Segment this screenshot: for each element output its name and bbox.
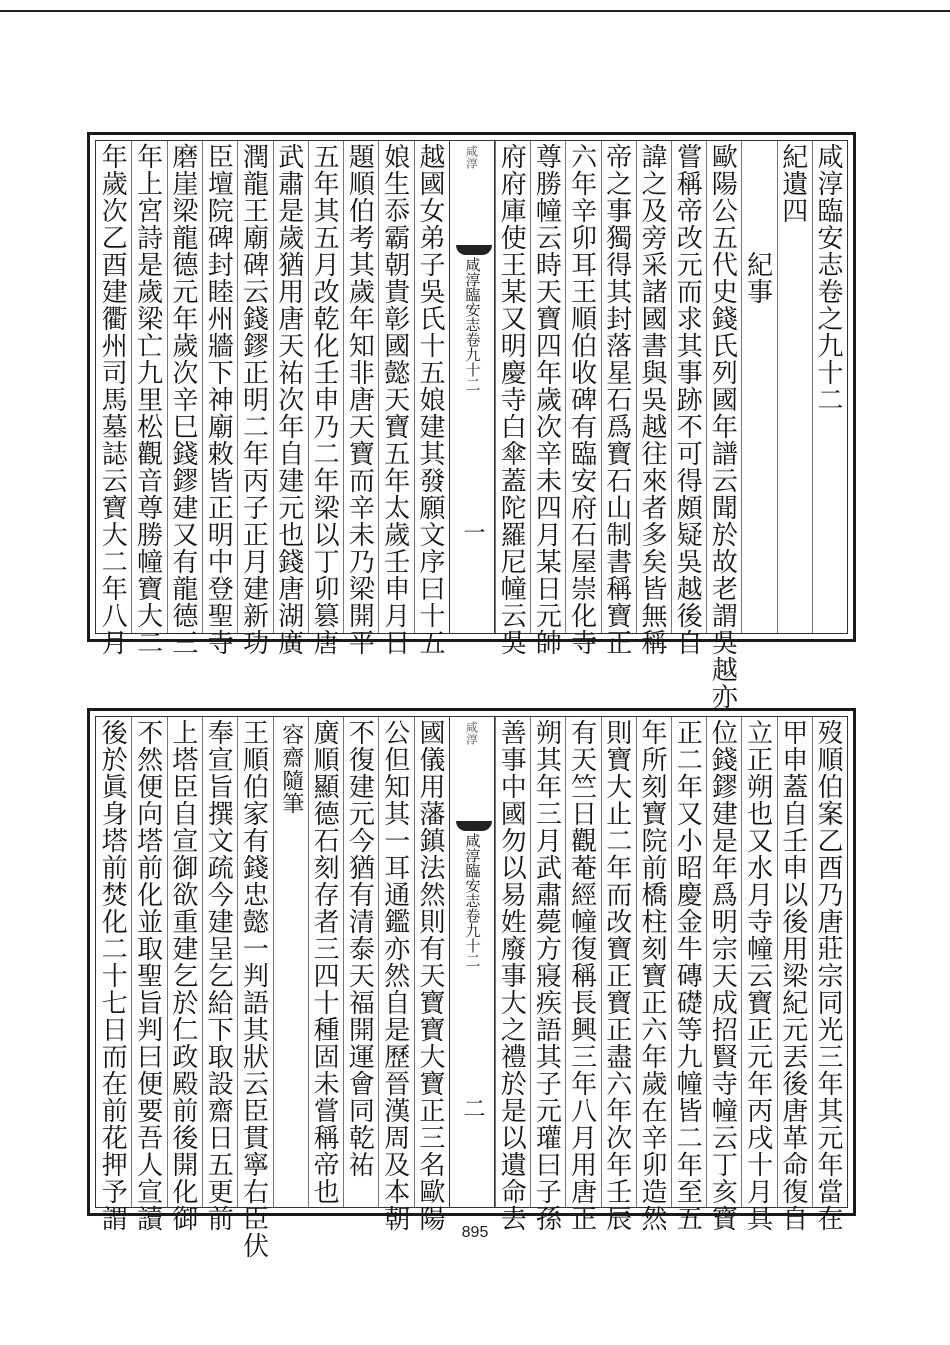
upper-right-column (495, 141, 530, 656)
lower-right-column (671, 717, 706, 1232)
top-rule (0, 10, 950, 12)
upper-right-column (706, 141, 741, 710)
upper-right-column (812, 141, 847, 633)
lower-right-column (565, 717, 600, 1232)
upper-text-column: 磨崖梁龍德元年歲次辛巳錢鏐建又有龍德三 (167, 143, 198, 656)
upper-right-column (777, 141, 812, 633)
upper-text-column: 紀遺四 (777, 143, 808, 224)
lower-right-column (495, 717, 530, 1232)
upper-right-column (741, 141, 776, 633)
lower-text-column: 善事中國勿以易姓廢事大之禮於是以遺命去 (496, 719, 527, 1232)
upper-text-column: 嘗稱帝改元而求其事跡不可得頗疑吳越後自 (672, 143, 703, 656)
upper-fold-column (449, 141, 495, 633)
lower-left-column (378, 717, 413, 1232)
upper-right-column (530, 141, 565, 656)
lower-fold-column (449, 717, 495, 1207)
fold-leaf-number: 一 (460, 521, 485, 543)
lower-text-column: 朔其年三月武肅薨方寢疾語其子元瓘曰子孫 (531, 719, 562, 1232)
fold-mark: 咸淳 (464, 721, 479, 745)
upper-text-column: 紀事 (742, 251, 773, 305)
lower-left-column (202, 717, 237, 1232)
lower-text-column: 國儀用藩鎮法然則有天寶寶大寶正三名歐陽 (414, 719, 445, 1232)
upper-right-column (565, 141, 600, 656)
fold-mark: 咸淳 (464, 145, 479, 169)
fold-heading: 咸淳臨安志卷九十二 (463, 257, 482, 392)
lower-right-column (530, 717, 565, 1232)
lower-text-column: 王順伯家有錢忠懿一判語其狀云臣貫寧右臣伏 (238, 719, 269, 1259)
upper-text-column: 年上宮詩是歲梁亡九里松觀音尊勝幢寶大二 (132, 143, 163, 656)
lower-text-column: 上塔臣自宣御欲重建乞於仁政殿前後開化御 (167, 719, 198, 1232)
upper-right-column (601, 141, 636, 656)
lower-left-column (237, 717, 272, 1259)
fish-tail-mark (456, 245, 492, 255)
lower-text-column: 年所刻寶院前橋柱刻寶正六年歲在辛卯造然 (636, 719, 667, 1232)
upper-left-column (237, 141, 272, 656)
upper-text-column: 六年辛卯耳王順伯收碑有臨安府石屋崇化寺 (566, 143, 597, 656)
lower-left-column (131, 717, 166, 1232)
upper-text-column: 武肅是歲猶用唐天祐次年自建元也錢唐湖廣 (273, 143, 304, 656)
lower-left-column (96, 717, 131, 1232)
upper-text-column: 咸淳臨安志卷之九十二 (812, 143, 843, 413)
lower-text-column: 奉宣旨撰文疏今建呈乞給下取設齋日五更前 (203, 719, 234, 1232)
lower-right-column (706, 717, 741, 1232)
upper-left-column (414, 141, 449, 656)
upper-text-column: 五年其五月改乾化壬申乃二年梁以丁卯篡唐 (309, 143, 340, 656)
upper-text-column: 歐陽公五代史錢氏列國年譜云聞於故老謂吳越亦 (707, 143, 738, 710)
lower-text-column: 不然便向塔前化並取聖旨判曰便要吾人宣讀 (132, 719, 163, 1232)
lower-text-column: 立正朔也又水月寺幢云寶正元年丙戌十月具 (742, 719, 773, 1232)
fold-heading: 咸淳臨安志卷九十二 (463, 833, 482, 968)
upper-text-column: 尊勝幢云時天寶四年歲次辛未四月某日元帥 (531, 143, 562, 656)
upper-right-column (671, 141, 706, 656)
lower-text-column: 甲申蓋自壬申以後用梁紀元丟後唐革命復自 (777, 719, 808, 1232)
lower-text-column: 容齋隨筆 (278, 723, 304, 815)
upper-left-column (343, 141, 378, 656)
fold-leaf-number: 二 (460, 1097, 485, 1119)
lower-text-column: 不復建元今猶有清泰天福開運會同乾祐 (344, 719, 375, 1178)
fish-tail-mark (456, 821, 492, 831)
lower-right-column (636, 717, 671, 1232)
lower-text-column: 公但知其一耳通鑑亦然自是歷晉漢周及本朝 (379, 719, 410, 1232)
lower-right-column (741, 717, 776, 1232)
lower-text-column: 位錢鏐建是年爲明宗天成招賢寺幢云丁亥寶 (707, 719, 738, 1232)
upper-text-column: 諱之及旁采諸國書與吳越往來者多矣皆無稱 (636, 143, 667, 656)
upper-page-frame (95, 140, 848, 710)
upper-text-column: 臣壇院碑封睦州牆下神廟敕皆正明中登聖寺 (203, 143, 234, 656)
lower-left-column (273, 717, 308, 1207)
lower-text-column: 則寶大止二年而改寶正寶正盡六年次年壬辰 (601, 719, 632, 1232)
upper-left-column (202, 141, 237, 656)
lower-text-column: 有天竺日觀菴經幢復稱長興三年八月用唐正 (566, 719, 597, 1232)
lower-text-column: 廣順顯德石刻存者三四十種固未嘗稱帝也 (309, 719, 340, 1205)
lower-text-column: 後於眞身塔前焚化二十七日而在前花押予謂 (97, 719, 128, 1232)
upper-text-column: 娘生忝霸朝貴彰國懿天寶五年太歲壬申月日 (379, 143, 410, 656)
upper-text-column: 府府庫使王某又明慶寺白傘蓋陀羅尼幢云吳 (496, 143, 527, 656)
upper-left-column (167, 141, 202, 656)
lower-right-column (601, 717, 636, 1232)
lower-text-column: 歿順伯案乙酉乃唐莊宗同光三年其元年當在 (812, 719, 843, 1232)
upper-text-column: 年歲次乙酉建衢州司馬墓誌云寶大二年八月 (97, 143, 128, 656)
upper-left-column (96, 141, 131, 656)
page-number: 895 (461, 1224, 489, 1241)
lower-text-column: 正二年又小昭慶金牛磚礎等九幢皆二年至五 (672, 719, 703, 1232)
upper-left-column (378, 141, 413, 656)
lower-left-column (167, 717, 202, 1232)
upper-left-column (308, 141, 343, 656)
lower-left-column (343, 717, 378, 1207)
upper-text-column: 題順伯考其歲年知非唐天寶而辛未乃梁開平 (344, 143, 375, 656)
upper-text-column: 帝之事獨得其封落星石爲寶石山制書稱寶正 (601, 143, 632, 656)
upper-left-column (273, 141, 308, 656)
lower-right-column (812, 717, 847, 1232)
upper-page (87, 132, 856, 710)
upper-right-column (636, 141, 671, 656)
lower-left-column (308, 717, 343, 1207)
lower-right-column (777, 717, 812, 1232)
lower-left-column (414, 717, 449, 1232)
upper-text-column: 越國女弟子吳氏十五娘建其發願文序曰十五 (414, 143, 445, 656)
upper-text-column: 潤龍王廟碑云錢鏐正明二年丙子正月建新功 (238, 143, 269, 656)
upper-left-column (131, 141, 166, 656)
